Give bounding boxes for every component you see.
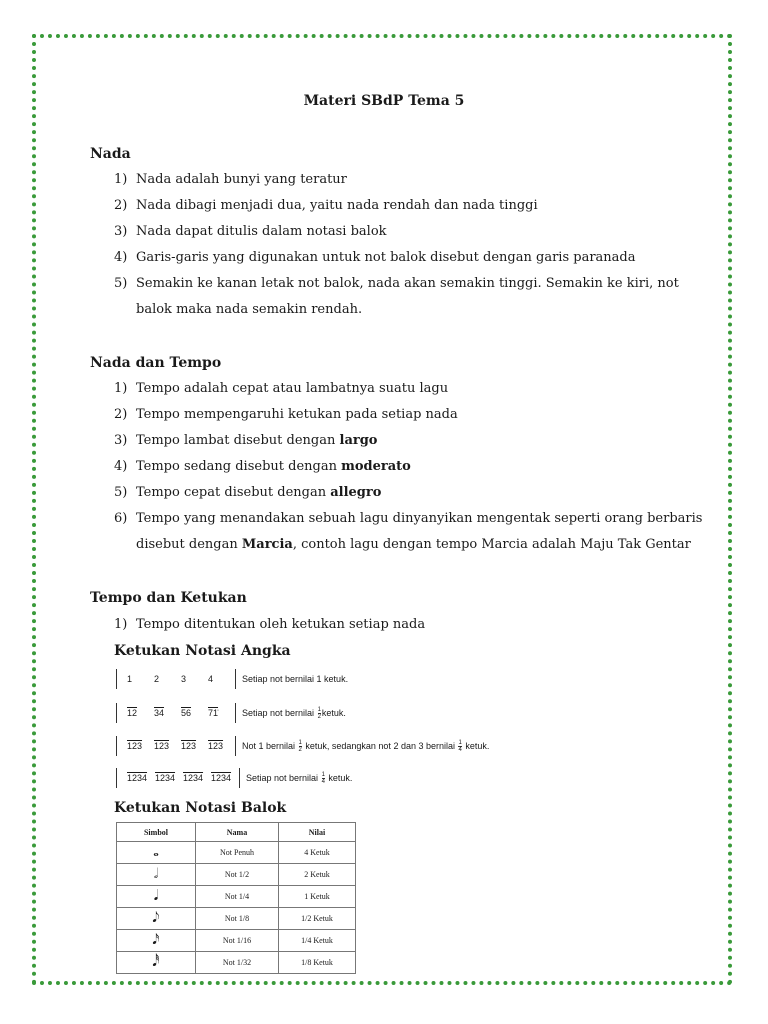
notasi-group: 1234 [211,773,232,783]
notasi-description [242,740,489,753]
list-item-number: 1) [114,172,128,187]
heading-nada: Nada [90,146,131,162]
sixteenth-note-icon: 𝅘𝅥𝅯 [117,930,196,952]
notasi-group: 3 [181,674,187,684]
list-item [114,271,714,323]
list-item [114,480,714,506]
table-row [117,886,356,908]
list-item [114,245,714,271]
note-name: Not 1/16 [196,930,279,952]
fraction-numerator: 1 [458,739,462,746]
notasi-desc-text: Setiap not bernilai [242,707,317,718]
list-item [114,167,714,193]
notasi-description [242,674,348,684]
table-row [117,864,356,886]
notasi-description [242,707,346,720]
list-item-number: 2) [114,407,128,422]
note-value: 1/2 Ketuk [279,908,356,930]
note-value: 4 Ketuk [279,842,356,864]
note-value: 1/4 Ketuk [279,930,356,952]
list-item-bold-term: allegro [330,485,382,500]
bar-line [235,669,236,689]
whole-note-icon: 𝅝 [117,842,196,864]
table-row [117,930,356,952]
list-item-text: Tempo sedang disebut dengan [136,459,342,474]
bar-line [235,736,236,756]
notasi-numbers [117,674,235,684]
list-item [114,428,714,454]
note-value: 1 Ketuk [279,886,356,908]
list-item-bold-term: moderato [341,459,411,474]
list-item [114,376,714,402]
half-note-icon: 𝅗𝅥 [117,864,196,886]
table-header-nilai: Nilai [279,823,356,842]
notasi-group: 123 [127,741,143,751]
page-title: Materi SBdP Tema 5 [303,93,465,109]
notasi-desc-text-post: ketuk. [325,772,353,783]
table-header-simbol: Simbol [117,823,196,842]
list-item-number: 1) [114,381,128,396]
list-item-text: Tempo yang menandakan sebuah lagu dinyanyikan mengentak seperti orang berbaris disebut dengan [136,511,703,552]
list-item-number: 6) [114,511,128,526]
notasi-desc-text: Not 1 bernilai [242,740,298,751]
fraction-denominator: 2 [317,713,321,720]
list-ketukan [114,612,714,638]
note-value: 2 Ketuk [279,864,356,886]
note-name: Not 1/4 [196,886,279,908]
fraction-numerator: 1 [298,739,302,746]
notasi-group: 34 [154,708,165,718]
list-item [114,612,714,638]
table-header-nama: Nama [196,823,279,842]
notasi-group: 1234 [127,773,148,783]
notasi-group: 71̇ [208,708,219,718]
list-item-number: 4) [114,459,128,474]
notasi-angka-row [116,735,489,757]
table-header-row [117,823,356,842]
fraction-denominator: 4 [321,778,325,785]
notasi-group: 1234 [155,773,176,783]
fraction [458,740,461,753]
notasi-group: 12 [127,708,138,718]
heading-nada-dan-tempo: Nada dan Tempo [90,355,222,371]
list-item-text-post: , contoh lagu dengan tempo Marcia adalah Maju Tak Gentar [292,537,691,552]
notasi-desc-text-post: ketuk. [321,707,346,718]
table-row [117,842,356,864]
list-item-bold-term: largo [339,433,378,448]
list-item-number: 5) [114,485,128,500]
list-item-text: Nada adalah bunyi yang teratur [136,172,347,187]
list-item-text: Tempo adalah cepat atau lambatnya suatu lagu [136,381,449,396]
notasi-numbers [117,773,239,783]
list-item-text: Tempo mempengaruhi ketukan pada setiap nada [136,407,458,422]
note-name: Not 1/32 [196,952,279,974]
notasi-desc-text: Setiap not bernilai [246,772,321,783]
list-item-text: Nada dibagi menjadi dua, yaitu nada rendah dan nada tinggi [136,198,538,213]
table-row [117,908,356,930]
list-item-text: Semakin ke kanan letak not balok, nada akan semakin tinggi. Semakin ke kiri, not balok maka nada semakin rendah. [136,276,679,317]
notasi-numbers [117,708,235,718]
note-name: Not 1/2 [196,864,279,886]
fraction [322,772,325,785]
list-item-text: Nada dapat ditulis dalam notasi balok [136,224,387,239]
list-item [114,454,714,480]
fraction-numerator: 1 [317,706,321,713]
list-item-bold-term: Marcia [241,537,293,552]
notasi-group: 2 [154,674,160,684]
notasi-angka-row [116,767,352,789]
notasi-balok-table [116,822,356,974]
list-item-text: Garis-garis yang digunakan untuk not balok disebut dengan garis paranada [136,250,636,265]
eighth-note-icon: 𝅘𝅥𝅮 [117,908,196,930]
list-nada [114,167,714,323]
list-item-text: Tempo ditentukan oleh ketukan setiap nada [136,617,426,632]
list-item [114,506,714,558]
notasi-description [246,772,352,785]
notasi-group: 56 [181,708,192,718]
notasi-group: 1 [127,674,133,684]
list-item-text: Tempo cepat disebut dengan [136,485,331,500]
list-item [114,219,714,245]
quarter-note-icon: 𝅘𝅥 [117,886,196,908]
list-item-number: 1) [114,617,128,632]
note-name: Not Penuh [196,842,279,864]
table-row [117,952,356,974]
notasi-desc-text-post: ketuk. [462,740,490,751]
notasi-group: 123 [208,741,224,751]
list-item-number: 3) [114,433,128,448]
notasi-group: 4 [208,674,214,684]
notasi-desc-text: Setiap not bernilai 1 ketuk. [242,674,349,684]
list-item-number: 5) [114,276,128,291]
fraction [299,740,302,753]
thirty-second-note-icon: 𝅘𝅥𝅰 [117,952,196,974]
bar-line [235,703,236,723]
fraction-numerator: 1 [321,771,325,778]
fraction-denominator: 4 [458,746,462,753]
list-item-number: 4) [114,250,128,265]
fraction [318,707,321,720]
list-item-number: 3) [114,224,128,239]
note-value: 1/8 Ketuk [279,952,356,974]
list-item-number: 2) [114,198,128,213]
notasi-group: 123 [181,741,197,751]
fraction-denominator: 2 [298,746,302,753]
list-item-text: Tempo lambat disebut dengan [136,433,340,448]
heading-notasi-balok: Ketukan Notasi Balok [114,800,287,816]
notasi-angka-row [116,668,348,690]
list-item [114,193,714,219]
heading-tempo-dan-ketukan: Tempo dan Ketukan [90,590,247,606]
notasi-group: 1234 [183,773,204,783]
notasi-angka-row [116,702,346,724]
list-item [114,402,714,428]
notasi-group: 123 [154,741,170,751]
note-name: Not 1/8 [196,908,279,930]
list-tempo [114,376,714,558]
notasi-numbers [117,741,235,751]
heading-notasi-angka: Ketukan Notasi Angka [114,643,291,659]
notasi-desc-text-mid: ketuk, sedangkan not 2 dan 3 bernilai [302,740,458,751]
bar-line [239,768,240,788]
